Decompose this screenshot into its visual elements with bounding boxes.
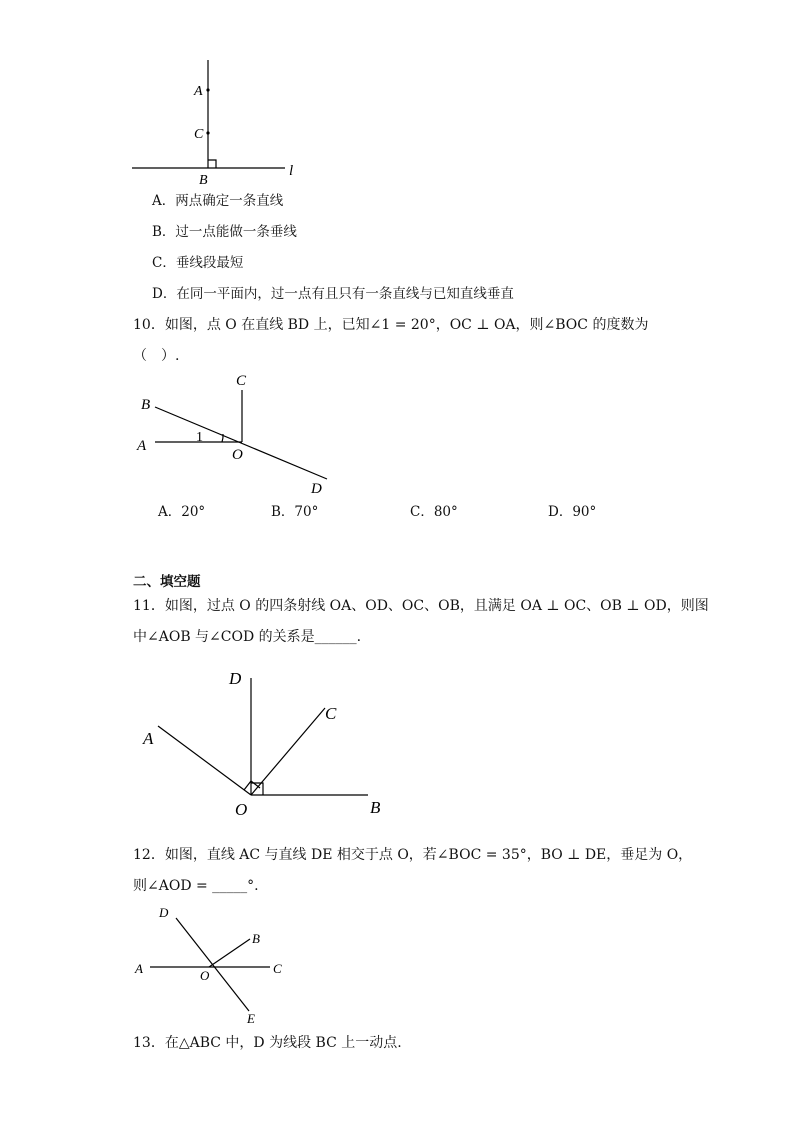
label-c10: C <box>236 373 247 389</box>
label-a: A <box>194 84 203 99</box>
label-d11: D <box>229 669 242 688</box>
q10-option-a: A．20° <box>158 504 206 520</box>
label-a11: A <box>143 729 154 748</box>
label-b12: B <box>252 931 260 946</box>
q10-stem-line2: （ ）. <box>133 348 180 364</box>
q12-stem-line2: 则∠AOD = _____°. <box>133 878 259 894</box>
q10-option-c: C．80° <box>410 504 458 520</box>
q10-stem-line1: 10．如图，点 O 在直线 BD 上，已知∠1 = 20°，OC ⊥ OA，则∠BOC 的度数为 <box>133 317 649 333</box>
right-angle-aoc <box>244 781 260 790</box>
q13-stem-line1: 13．在△ABC 中，D 为线段 BC 上一动点. <box>133 1035 402 1051</box>
label-o12: O <box>200 968 210 983</box>
q11-stem-line2: 中∠AOB 与∠COD 的关系是______. <box>133 629 362 645</box>
label-e12: E <box>247 1011 255 1026</box>
label-b: B <box>199 173 208 188</box>
label-c12: C <box>273 961 282 976</box>
q10-option-d: D．90° <box>548 504 597 520</box>
label-d12: D <box>159 905 169 920</box>
ray-oc11 <box>251 708 325 795</box>
label-o10: O <box>232 447 243 463</box>
ray-ob12 <box>209 939 250 967</box>
point-a <box>206 88 209 91</box>
label-c: C <box>194 127 204 142</box>
q10-option-b: B．70° <box>271 504 319 520</box>
label-c11: C <box>325 704 337 723</box>
q9-option-a: A．两点确定一条直线 <box>152 193 284 209</box>
line-bd <box>155 407 327 479</box>
label-b10: B <box>141 397 151 413</box>
q9-option-c: C．垂线段最短 <box>152 255 244 271</box>
label-a10: A <box>137 438 147 454</box>
q12-stem-line1: 12．如图，直线 AC 与直线 DE 相交于点 O，若∠BOC = 35°，BO ⊥ DE，垂足为 O， <box>133 847 693 863</box>
q9-option-d: D．在同一平面内，过一点有且只有一条直线与已知直线垂直 <box>152 286 514 302</box>
label-b11: B <box>370 798 381 817</box>
ray-oa11 <box>158 726 251 795</box>
point-c <box>206 131 209 134</box>
section-heading: 二、填空题 <box>133 574 201 590</box>
label-d10: D <box>311 481 322 497</box>
label-o11: O <box>235 800 248 819</box>
q11-stem-line1: 11．如图，过点 O 的四条射线 OA、OD、OC、OB，且满足 OA ⊥ OC、OB ⊥ OD，则图 <box>133 598 709 614</box>
label-a12: A <box>135 961 143 976</box>
label-l: l <box>289 163 294 179</box>
right-angle-mark <box>208 160 216 168</box>
label-angle-1: 1 <box>196 430 203 445</box>
q9-option-b: B．过一点能做一条垂线 <box>152 224 297 240</box>
